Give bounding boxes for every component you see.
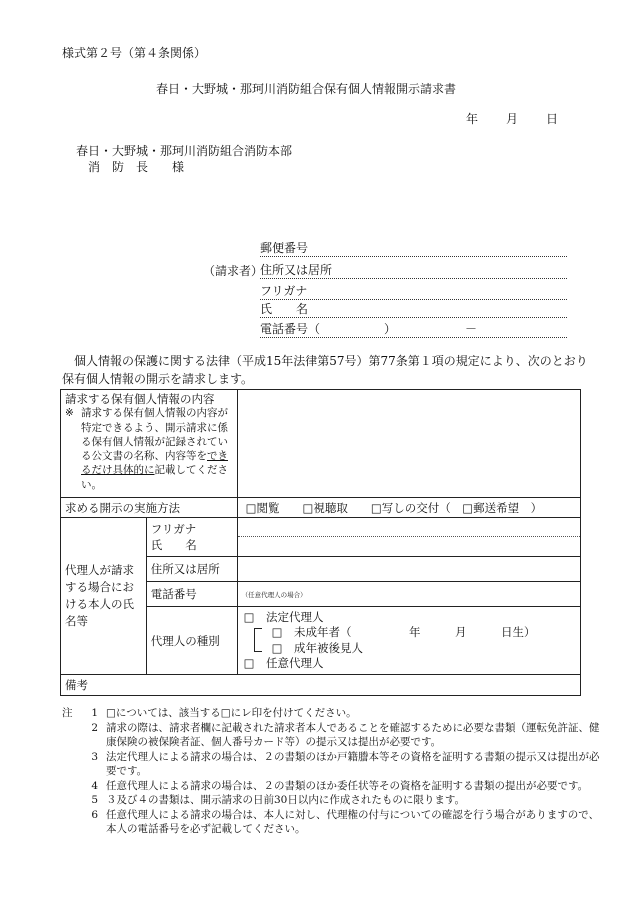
remarks-label: 備考 xyxy=(65,678,88,692)
legal-agent-bracket xyxy=(254,628,262,652)
notes-section xyxy=(62,706,602,837)
note-item: 3 法定代理人による請求の場合は、２の書類のほか戸籍謄本等その資格を証明する書類の提示又は提出が必要です。 xyxy=(91,750,600,777)
addressee-title: 消 防 長 様 xyxy=(88,160,185,174)
agent-furigana-input[interactable] xyxy=(238,518,580,537)
name-field[interactable] xyxy=(260,300,567,318)
furigana-label: フリガナ xyxy=(260,284,308,298)
agent-type-legal[interactable]: □ 法定代理人 xyxy=(243,609,324,624)
note-mark: ※ xyxy=(65,407,74,420)
agent-section-label: 代理人が請求する場合における本人の氏名等 xyxy=(61,518,147,675)
date-year[interactable]: 年 xyxy=(466,112,479,126)
agent-type-label: 代理人の種別 xyxy=(146,607,237,675)
postal-code-label: 郵便番号 xyxy=(260,241,309,255)
agent-phone-label: 電話番号 xyxy=(146,582,237,607)
agent-phone-input[interactable] xyxy=(237,582,580,607)
phone-close-paren: ） xyxy=(384,322,397,336)
agent-type-voluntary[interactable]: □ 任意代理人 xyxy=(243,656,324,670)
agent-name-input-cell[interactable] xyxy=(237,518,580,557)
emphasis-text: できるだけ具体的に xyxy=(81,450,228,477)
note-item: 5 ３及び４の書類は、開示請求の日前30日以内に作成されたものに限ります。 xyxy=(91,794,466,806)
method-label: 求める開示の実施方法 xyxy=(61,498,238,518)
agent-name-label: 氏 名 xyxy=(150,538,197,552)
date-month[interactable]: 月 xyxy=(506,112,519,126)
name-label: 氏 名 xyxy=(260,302,309,316)
request-form-table xyxy=(60,389,581,696)
requested-info-label-cell xyxy=(61,390,238,498)
agent-address-input[interactable] xyxy=(237,557,580,582)
remarks-row[interactable] xyxy=(61,675,581,696)
address-field[interactable] xyxy=(260,261,567,279)
address-label: 住所又は居所 xyxy=(260,263,333,277)
note-item: 注 1 □については、該当する□にレ印を付けてください。 xyxy=(62,707,357,719)
agent-furigana-label: フリガナ xyxy=(150,522,197,536)
intro-paragraph: 個人情報の保護に関する法律（平成15年法律第57号）第77条第１項の規定により、次のとおり保有個人情報の開示を請求します。 xyxy=(62,354,588,386)
agent-phone-note: （任意代理人の場合） xyxy=(241,590,307,599)
agent-address-label: 住所又は居所 xyxy=(146,557,237,582)
requester-label: （請求者） xyxy=(203,264,264,278)
requested-info-instructions: 請求する保有個人情報の内容が特定できるよう、開示請求に係る保有個人情報が記録されている公文書の名称、内容等をできるだけ具体的に記載してください。 xyxy=(81,407,228,491)
agent-name-input[interactable] xyxy=(238,537,580,556)
addressee-org: 春日・大野城・那珂川消防組合消防本部 xyxy=(76,144,293,158)
phone-dash: － xyxy=(465,322,478,336)
agent-type-minor[interactable]: □ 未成年者（ 年 月 日生） xyxy=(271,625,536,639)
requested-info-input[interactable] xyxy=(237,390,580,498)
method-options[interactable]: □閲覧 □視聴取 □写しの交付（ □郵送希望 ） xyxy=(237,498,580,518)
notes-prefix: 注 xyxy=(62,707,73,719)
agent-name-label-cell xyxy=(146,518,237,557)
note-item: 4 任意代理人による請求の場合は、２の書類のほか委任状等その資格を証明する書類の提出が必要です。 xyxy=(91,779,589,792)
requested-info-title: 請求する保有個人情報の内容 xyxy=(65,392,215,406)
postal-code-field[interactable] xyxy=(260,239,567,257)
date-day[interactable]: 日 xyxy=(546,112,559,126)
agent-type-options xyxy=(237,607,580,675)
furigana-field[interactable] xyxy=(260,282,567,300)
agent-type-adult-ward[interactable]: □ 成年被後見人 xyxy=(271,640,364,655)
phone-field[interactable] xyxy=(260,320,567,338)
form-number: 様式第２号（第４条関係） xyxy=(62,46,207,60)
note-item: 2 請求の際は、請求者欄に記載された請求者本人であることを確認するために必要な書類（運転免許証、健康保険の被保険者証、個人番号カード等）の提示又は提出が必要です。 xyxy=(91,721,600,748)
document-title: 春日・大野城・那珂川消防組合保有個人情報開示請求書 xyxy=(156,82,457,96)
phone-label: 電話番号（ xyxy=(260,322,321,336)
note-item: 6 任意代理人による請求の場合は、本人に対し、代理権の付与についての確認を行う場合がありますので、本人の電話番号を必ず記載してください。 xyxy=(91,808,600,835)
